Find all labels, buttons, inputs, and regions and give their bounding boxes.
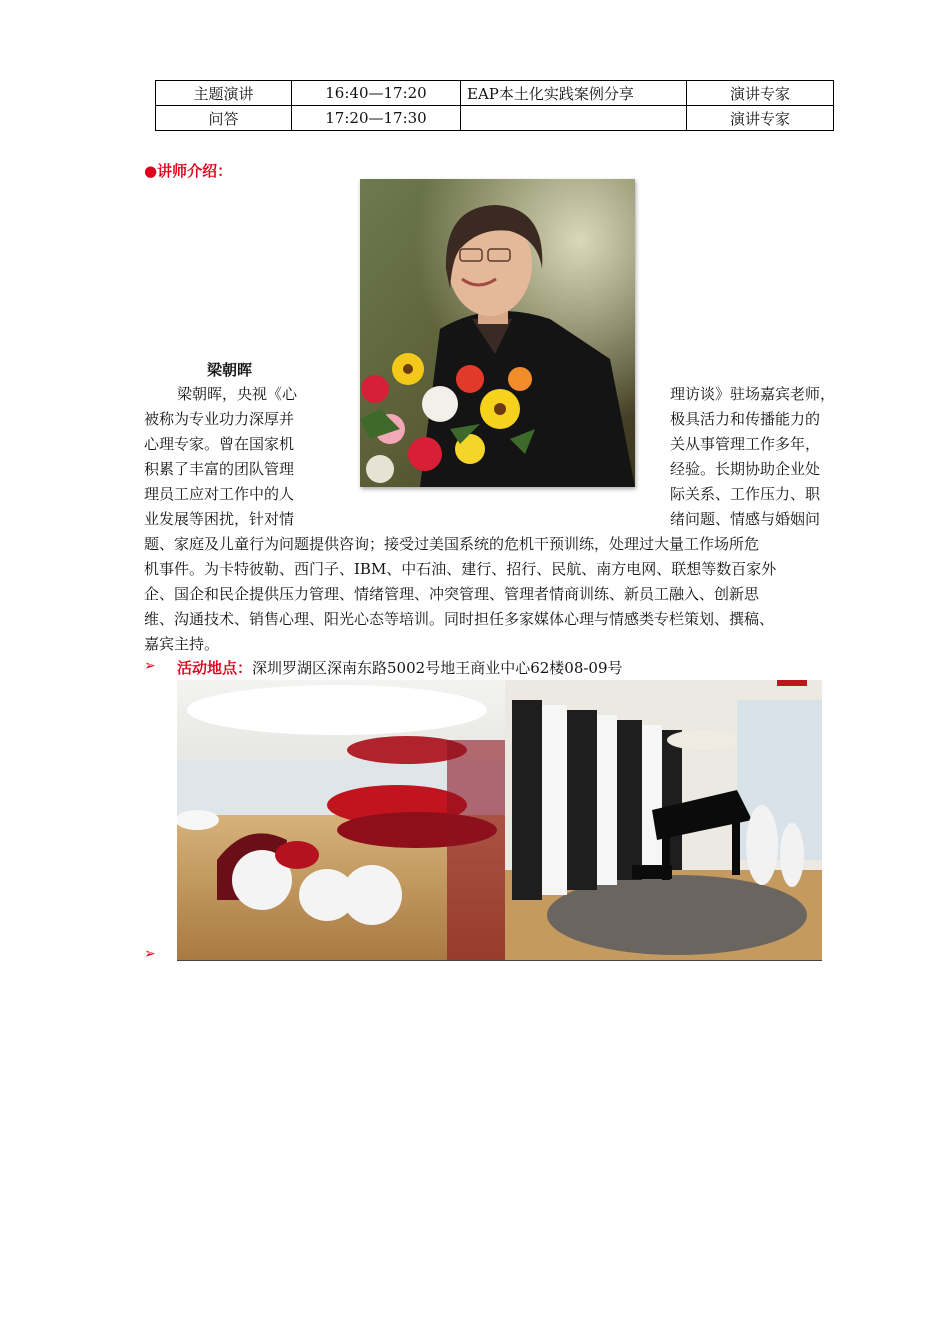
cell-speaker: 演讲专家	[687, 81, 834, 106]
cell-topic	[461, 106, 687, 131]
lecturer-name: 梁朝晖	[207, 361, 253, 379]
bio-right-line: 关从事管理工作多年，	[670, 435, 821, 453]
venue-line	[177, 657, 623, 679]
trailing-bullet-icon: ➢	[144, 946, 156, 962]
bio-full-line: 企、国企和民企提供压力管理、情绪管理、冲突管理、管理者情商训练、新员工融入、创新思	[144, 585, 760, 603]
schedule-table	[155, 80, 834, 131]
bio-right-line: 绪问题、情感与婚姻问	[670, 510, 821, 528]
table-row	[156, 106, 834, 131]
cell-speaker: 演讲专家	[687, 106, 834, 131]
bio-left-line: 积累了丰富的团队管理	[144, 460, 295, 478]
bio-right-line: 经验。长期协助企业处	[670, 460, 821, 478]
cell-topic: EAP本土化实践案例分享	[461, 81, 687, 106]
venue-bullet-icon: ➢	[144, 658, 156, 674]
bio-left-line: 梁朝晖，央视《心	[177, 385, 298, 403]
cell-time: 17:20—17:30	[292, 106, 461, 131]
cell-time: 16:40—17:20	[292, 81, 461, 106]
bio-left-line: 业发展等困扰，针对情	[144, 510, 295, 528]
bio-left-line: 被称为专业功力深厚并	[144, 410, 295, 428]
bio-full-line: 嘉宾主持。	[144, 635, 220, 653]
bio-full-line: 机事件。为卡特彼勒、西门子、IBM、中石油、建行、招行、民航、南方电网、联想等数百家外	[144, 560, 777, 578]
venue-address: 深圳罗湖区深南东路5002号地王商业中心62楼08-09号	[252, 659, 623, 677]
lecturer-photo	[360, 179, 635, 487]
cell-item: 问答	[156, 106, 292, 131]
lecturer-photo-illustration	[360, 179, 635, 487]
bio-left-line: 理员工应对工作中的人	[144, 485, 295, 503]
venue-photo-illustration	[177, 680, 822, 960]
bio-right-line: 极具活力和传播能力的	[670, 410, 821, 428]
venue-label: 活动地点：	[177, 659, 253, 677]
bio-left-line: 心理专家。曾在国家机	[144, 435, 295, 453]
venue-photo	[177, 680, 822, 961]
bio-right-line: 际关系、工作压力、职	[670, 485, 821, 503]
bio-right-line: 理访谈》驻场嘉宾老师，	[670, 385, 836, 403]
lecturer-heading: ●讲师介绍：	[144, 162, 233, 180]
bio-full-line: 题、家庭及儿童行为问题提供咨询；接受过美国系统的危机干预训练，处理过大量工作场所危	[144, 535, 760, 553]
cell-item: 主题演讲	[156, 81, 292, 106]
bio-full-line: 维、沟通技术、销售心理、阳光心态等培训。同时担任多家媒体心理与情感类专栏策划、撰稿、	[144, 610, 775, 628]
table-row	[156, 81, 834, 106]
